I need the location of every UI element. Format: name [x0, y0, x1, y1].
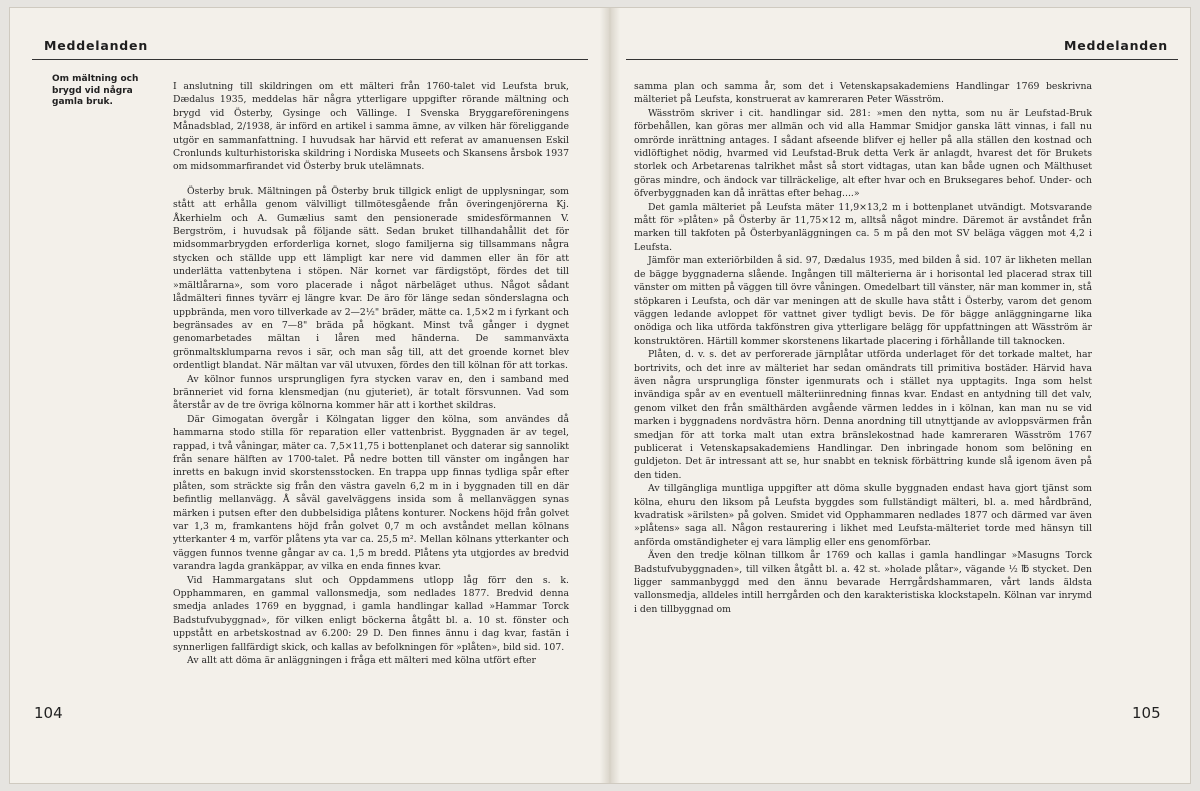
book-gutter [600, 8, 620, 783]
paragraph: I anslutning till skildringen om ett mälteri från 1760-talet vid Leufsta bruk, Dædalus 1935, meddelas här några ytterligare uppgifter rörande mältning och brygd vid Österby, Gysinge och Vällinge. I Svenska Bryggareföreningens Månadsblad, 2/1938, är införd en artikel i samma ämne, av vilken här föreliggande utgör en sammanfattning. I huvudsak har härvid ett referat av amanuensen Eskil Cronlunds kulturhistoriska skildring i Nordiska Museets och Skansens årsbok 1937 om midsommarfirandet vid Österby bruk utelämnats. [173, 81, 569, 173]
book-spread [10, 8, 1190, 783]
paragraph: Österby bruk. Mältningen på Österby bruk tillgick enligt de upplysningar, som stått att erhålla genom välvilligt tillmötesgående från överingenjörerna Kj. Åkerhielm och A. Gumælius samt den pensionerade smidesförmannen V. Bergström, i huvudsak på följande sätt. Sedan bruket tillhandahållit det för midsommarbrygden erforderliga kornet, slogo familjerna sig tillsammans några stycken och ställde upp ett lämpligt kar nere vid dammen eller än för att underlätta vattenbytena i stöpen. När kornet var färdigstöpt, fördes det till »mältlårarna», som voro placerade i något närbeläget uthus. Något sådant lådmälteri finnes tyvärr ej längre kvar. De äro för länge sedan sönderslagna och uppbrända, men voro tillverkade av 2—2½" bräder, mätte ca. 1,5×2 m i fyrkant och begränsades av en 7—8" bräda på högkant. Minst två gånger i dygnet genomarbetades mältan i låren med händerna. De sammanväxta grönmaltsklumparna revos i sär, och man såg till, att det groende kornet blev ordentligt blandat. När mältan var väl utvuxen, fördes den till kölnan för att torkas. [173, 185, 569, 372]
paragraph: samma plan och samma år, som det i Vetenskapsakademiens Handlingar 1769 beskrivna mälteriet på Leufsta, konstruerat av kamreraren Peter Wäsström. [634, 81, 1092, 106]
left-page [10, 8, 600, 783]
page-number: 104 [34, 704, 63, 722]
paragraph: Även den tredje kölnan tillkom år 1769 och kallas i gamla handlingar »Masugns Torck Badstufvubyggnaden», till vilken åtgått bl. a. 42 st. »holade plåtar», vägande ½ ℔ stycket. Den ligger sammanbyggd med den ännu bevarade Herrgårdshammaren, vårt lands äldsta vallonsmedja, alldeles intill herrgården och den karakteristiska klockstapeln. Kölnan var inrymd i den tillbyggnad om [634, 550, 1092, 615]
body-text [173, 80, 569, 667]
paragraph: Wäsström skriver i cit. handlingar sid. 281: »men den nytta, som nu är Leufstad-Bruk förbehållen, kan göras mer allmän och vid alla Hammar Smidjor ganska lätt vinnas, i fall nu omrörde inrättning antages. I sådant afseende blifver ej heller på alla ställen den kostnad och vidlöftighet nödig, hvarmed vid Leufstad-Bruk detta Verk är anlagdt, hvarest det för Brukets storlek och Arbetarenas talrikhet måst så stort vidtagas, utan kan både ugnen och Mälthuset göras mindre, och ändock var tillräckelige, alt efter hvar och en Bruksegares behof. Under- och öfverbyggnaden kan då inrättas efter behag....» [634, 107, 1092, 200]
running-header: Meddelanden [44, 38, 149, 53]
paragraph: Plåten, d. v. s. det av perforerade järnplåtar utförda underlaget för det torkade maltet, har bortrivits, och det inre av mälteriet har sedan omändrats till primitiva bostäder. Härvid hava även några ursprungliga fönster igenmurats och i stället nya upptagits. Inga som helst invändiga spår av en eventuell mälteriinredning finnas kvar. Endast en antydning till det valv, genom vilket den från smälthärden avgående värmen leddes in i kölnan, kan man nu se vid marken i byggnadens nordvästra hörn. Denna anordning till utnyttjande av avloppsvärmen från smedjan för att torka malt utan extra bränslekostnad hade kamreraren Wäsström 1767 publicerat i Vetenskapsakademiens Handlingar. Den inbringade honom som belöning en guldjeton. Det är intressant att se, hur snabbt en teknisk förbättring kunde slå igenom även på den tiden. [634, 349, 1092, 481]
paragraph: Jämför man exteriörbilden å sid. 97, Dædalus 1935, med bilden å sid. 107 är likheten mellan de bägge byggnaderna slående. Ingången till mälterierna är i horisontal led placerad strax till vänster om mitten på väggen till övre våningen. Omedelbart till vänster, när man kommer in, stå stöpkaren i Leufsta, och där var meningen att de skulle hava stått i Österby, varom det genom väggen ledande avloppet för vattnet giver tydligt bevis. De för bägge anläggningarne lika onödiga och lika utförda takfönstren giva ytterligare belägg för uppfattningen att Wäsström är konstruktören. Härtill kommer skorstenens likartade placering i förhållande till taknocken. [634, 255, 1092, 347]
margin-note: Om mältning och brygd vid några gamla bruk. [52, 74, 139, 107]
paragraph: Där Gimogatan övergår i Kölngatan ligger den kölna, som användes då hammarna stodo stilla för reparation eller vattenbrist. Byggnaden är av tegel, rappad, i två våningar, mäter ca. 7,5×11,75 i bottenplanet och daterar sig sannolikt från senare hälften av 1700-talet. På nedre botten till vänster om ingången har inretts en bakugn invid skorstensstocken. En trappa upp finnas tydliga spår efter plåten, som sträckte sig från den västra gaveln 6,2 m in i byggnaden till en där befintlig mellanvägg. Å såväl gavelväggens insida som å mellanväggen synas märken i putsen efter den dubbelsidiga plåtens konturer. Nockens höjd från golvet var 1,3 m, framkantens höjd från golvet 0,7 m och avståndet mellan kölnans ytterkanter 4 m, varför plåtens yta var ca. 25,5 m². Mellan kölnans ytterkanter och väggen funnos tvenne gångar av ca. 1,5 m bredd. Plåtens yta utgjordes av bredvid varandra lagda grankäppar, av vilka en enda finnes kvar. [173, 413, 569, 573]
page-number: 105 [1132, 704, 1161, 722]
header-rule [626, 59, 1178, 60]
running-header: Meddelanden [1063, 38, 1168, 53]
paragraph: Vid Hammargatans slut och Oppdammens utlopp låg förr den s. k. Opphammaren, en gammal vallonsmedja, som nedlades 1877. Bredvid denna smedja anlades 1769 en byggnad, i gamla handlingar kallad »Hammar Torck Badstufvubyggnad», för vilken enligt böckerna åtgått bl. a. 10 st. fönster och uppstått en arbetskostnad av 6.200: 29 D. Den finnes ännu i dag kvar, fastän i synnerligen fallfärdigt skick, och kallas av befolkningen för »plåten», bild sid. 107. [173, 574, 569, 653]
header-rule [32, 59, 588, 60]
paragraph: Av tillgängliga muntliga uppgifter att döma skulle byggnaden endast hava gjort tjänst som kölna, ehuru den liksom på Leufsta byggdes som fullständigt mälteri, bl. a. med hårdbränd, kvadratisk »ärilsten» på golven. Smidet vid Opphammaren nedlades 1877 och därmed var även »plåtens» saga all. Någon restaurering i likhet med Leufsta-mälteriet torde med hänsyn till anförda omständigheter ej vara lämplig eller ens genomförbar. [634, 483, 1092, 548]
right-page [620, 8, 1190, 783]
paragraph: Av kölnor funnos ursprungligen fyra stycken varav en, den i samband med bränneriet vid forna klensmedjan (nu gjuteriet), är totalt försvunnen. Vad som återstår av de tre övriga kölnorna kommer här att i korthet skildras. [173, 373, 569, 412]
body-text [634, 80, 1092, 616]
paragraph: Av allt att döma är anläggningen i fråga ett mälteri med kölna utfört efter [187, 655, 536, 667]
paragraph: Det gamla mälteriet på Leufsta mäter 11,9×13,2 m i bottenplanet utvändigt. Motsvarande mått för »plåten» på Österby är 11,75×12 m, alltså något mindre. Däremot är avståndet från marken till takfoten på Österbyanläggningen ca. 5 m på den mot SV beläga väggen mot 4,2 i Leufsta. [634, 201, 1092, 253]
